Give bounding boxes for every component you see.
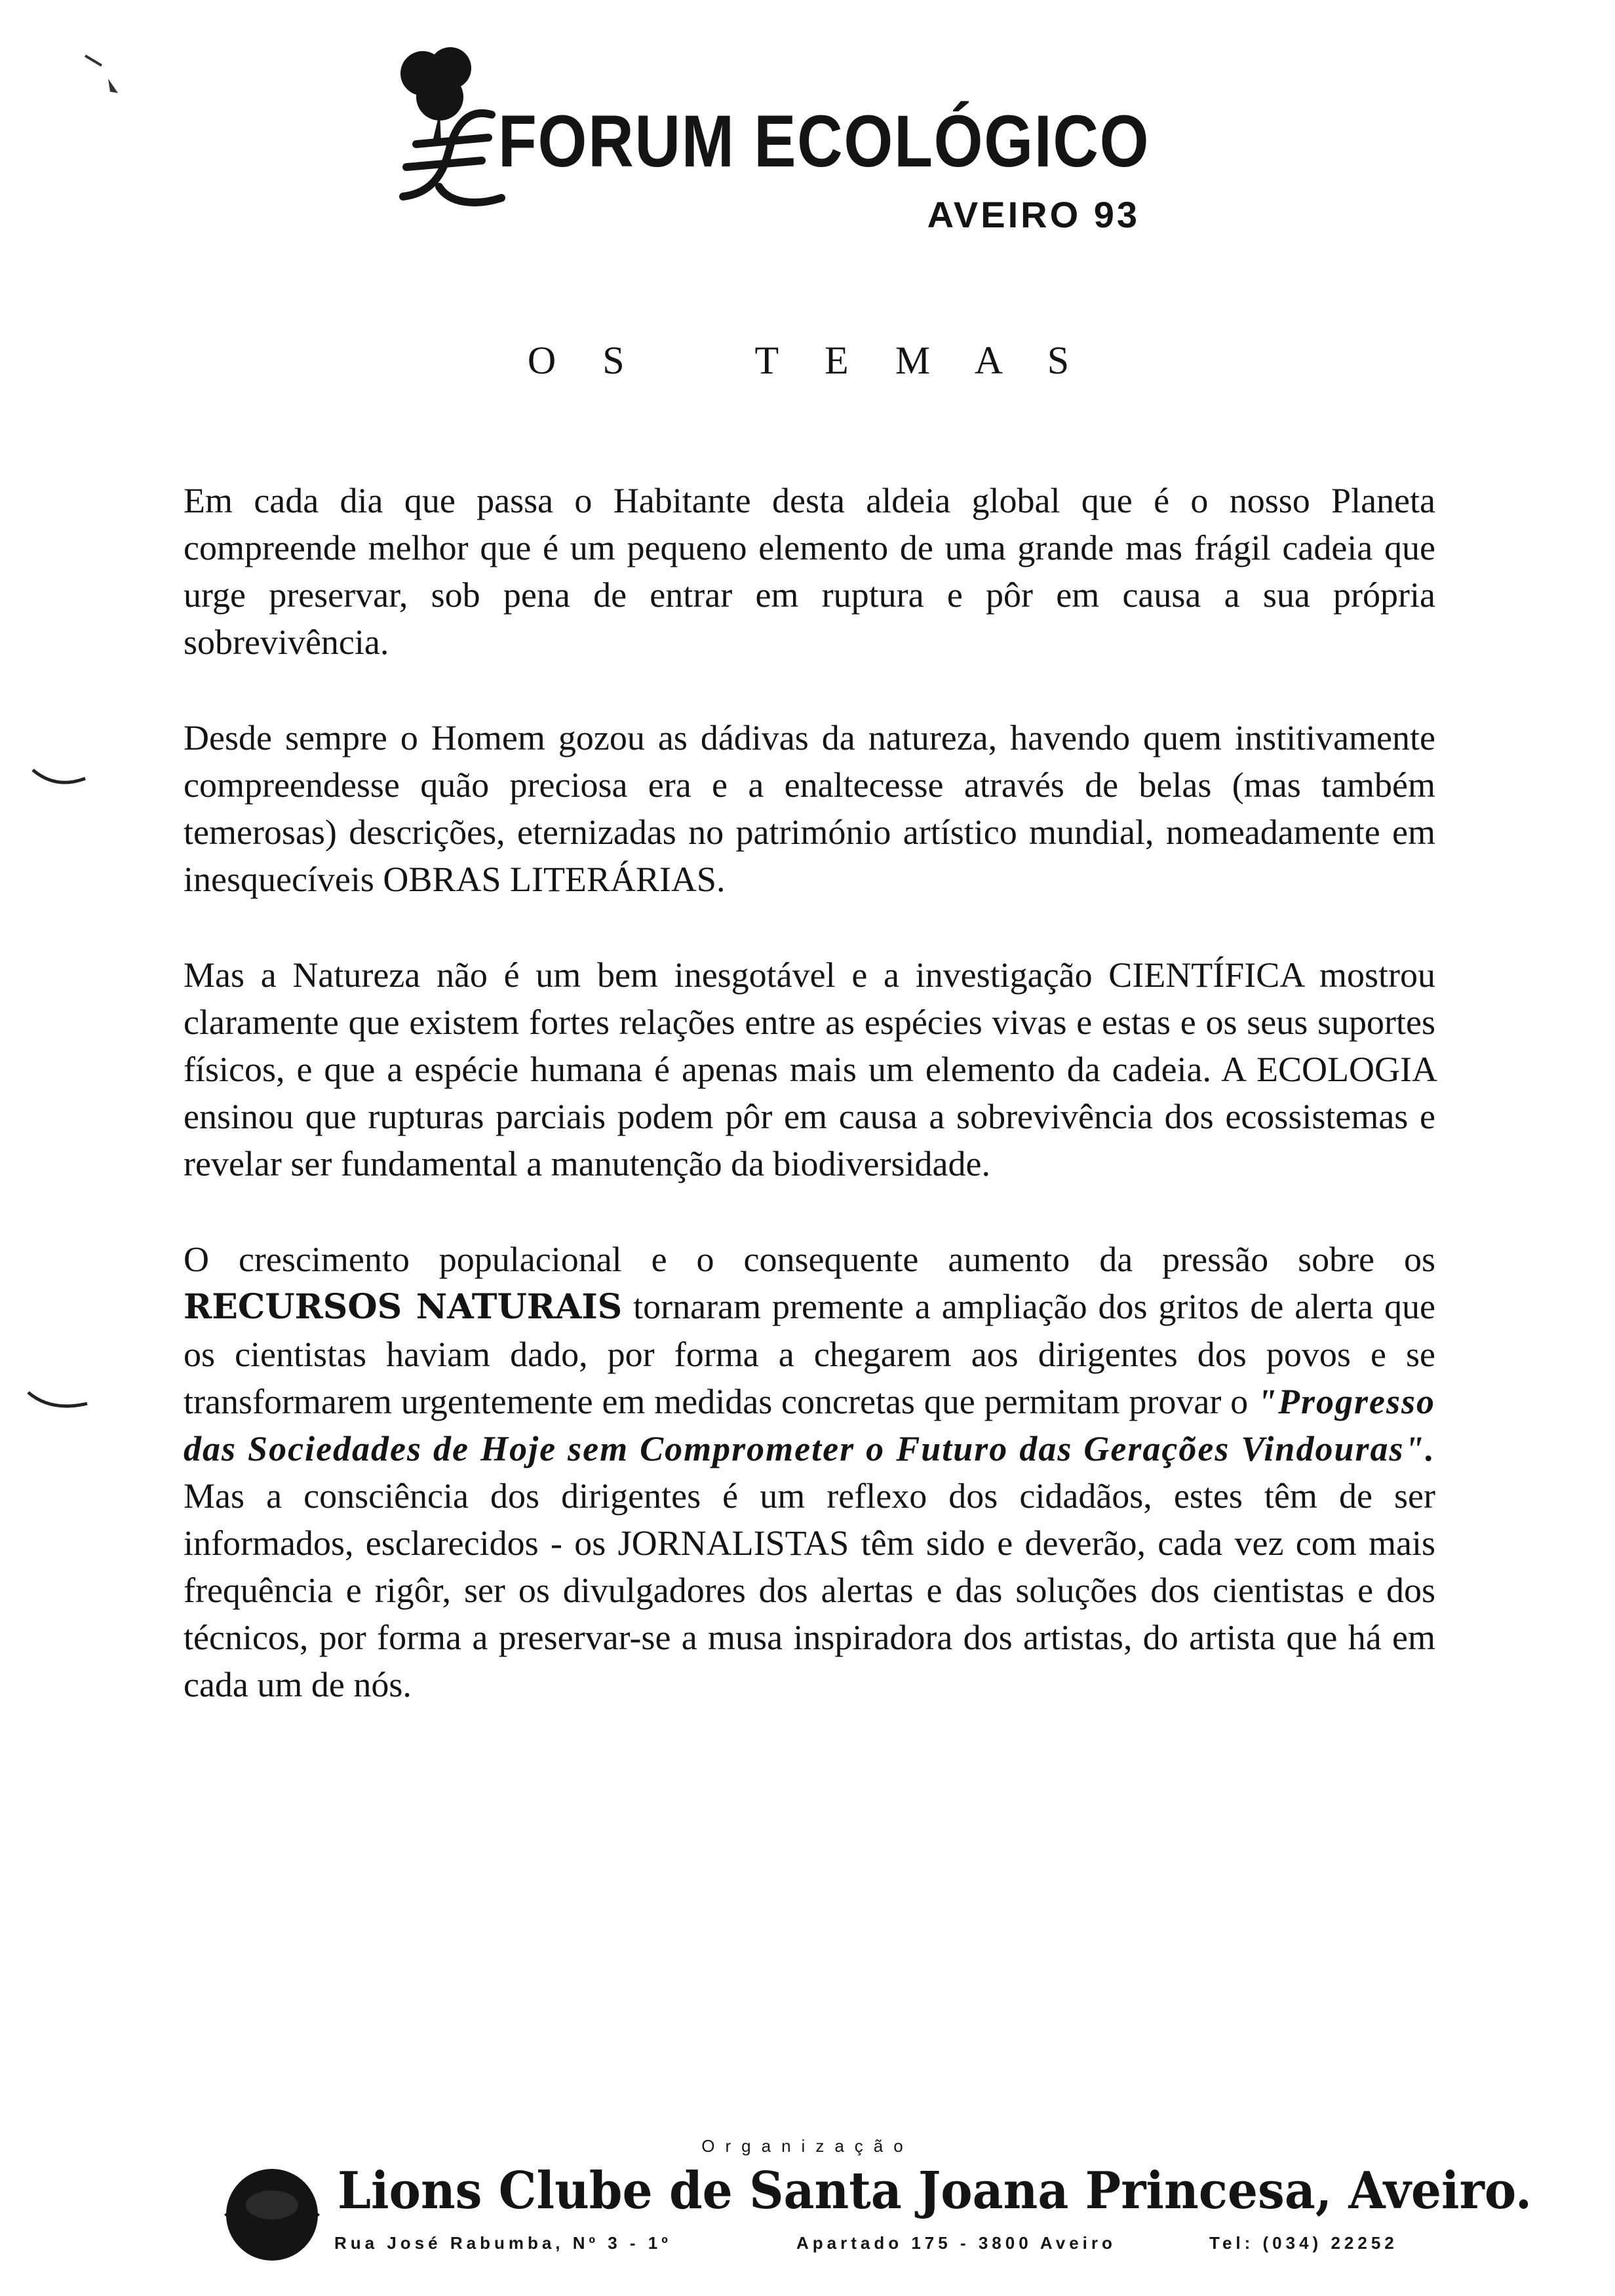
p2-text-a: Desde sempre o Homem gozou as dádivas da natureza, havendo quem institivamente compreendesse quão preciosa era e a enaltecesse através de belas (mas também temerosas) descrições, eternizadas no património artístico mundial, nomeadamente em inesquecíveis xyxy=(184,718,1435,899)
p4-text-a: O crescimento populacional e o consequente aumento da pressão sobre os xyxy=(184,1240,1435,1279)
p4-quote: "Progresso das Sociedades de Hoje sem Comprometer o Futuro das Gerações Vindouras". xyxy=(184,1382,1436,1468)
scan-hole-mark-icon xyxy=(29,767,88,793)
paragraph-2 xyxy=(184,714,1435,903)
paragraph-1 xyxy=(184,477,1435,666)
p3-text-e: ensinou que rupturas parciais podem pôr em causa a sobrevivência dos ecossistemas e revelar ser fundamental a manutenção da biodiversidade. xyxy=(184,1097,1435,1183)
p2-obras-literarias: OBRAS LITERÁRIAS. xyxy=(383,860,726,899)
footer-organizacao: Organização xyxy=(701,2136,914,2156)
scan-speck-icon xyxy=(79,46,125,105)
footer-telephone: Tel: (034) 22252 xyxy=(1209,2233,1398,2253)
paragraph-4 xyxy=(184,1236,1435,1708)
header-subtitle: AVEIRO 93 xyxy=(927,194,1140,235)
p4-jornalistas: JORNALISTAS xyxy=(617,1523,849,1563)
scan-hole-mark-icon-2 xyxy=(25,1389,90,1415)
p4-text-f: têm sido e deverão, cada vez com mais frequência e rigôr, ser os divulgadores dos alertas e das soluções dos cientistas e dos técnicos, por forma a preservar-se a musa inspiradora dos artistas, do artista que há em cada um de nós. xyxy=(184,1523,1436,1704)
p3-text-c: mostrou claramente que existem fortes relações entre as espécies vivas e estas e os seus suportes físicos, e que a espécie humana é apenas mais um elemento da cadeia. A xyxy=(184,955,1436,1089)
p3-text-a: Mas a Natureza não é um bem inesgotável e a investigação xyxy=(184,955,1093,995)
p4-text-c: tornaram premente a ampliação dos gritos de alerta que os cientistas haviam dado, por forma a chegarem aos dirigentes dos povos e se transformarem urgentemente em medidas concretas que permitam provar o xyxy=(184,1287,1435,1421)
body-text xyxy=(184,477,1435,1708)
header-title: FORUM ECOLÓGICO xyxy=(498,100,1150,182)
paragraph-3 xyxy=(184,951,1435,1187)
footer-po-box: Apartado 175 - 3800 Aveiro xyxy=(796,2233,1116,2253)
section-title: O S T E M A S xyxy=(527,339,1088,382)
p4-text-d: Mas a consciência dos dirigentes é um reflexo dos cidadãos, estes têm de ser informados, esclarecidos - os xyxy=(184,1476,1435,1563)
p3-cientifica: CIENTÍFICA xyxy=(1108,955,1304,995)
lions-logo-icon xyxy=(216,2159,328,2270)
footer-address: Rua José Rabumba, Nº 3 - 1º xyxy=(334,2233,672,2253)
p1-text: Em cada dia que passa o Habitante desta aldeia global que é o nosso Planeta compreende melhor que é um pequeno elemento de uma grande mas frágil cadeia que urge preservar, sob pena de entrar em ruptura e pôr em causa a sua própria sobrevivência. xyxy=(184,481,1435,662)
footer-club-name: Lions Clube de Santa Joana Princesa, Aveiro. xyxy=(338,2161,1532,2221)
p3-ecologia: ECOLOGIA xyxy=(1256,1050,1436,1089)
p4-recursos-naturais: RECURSOS NATURAIS xyxy=(184,1287,623,1327)
